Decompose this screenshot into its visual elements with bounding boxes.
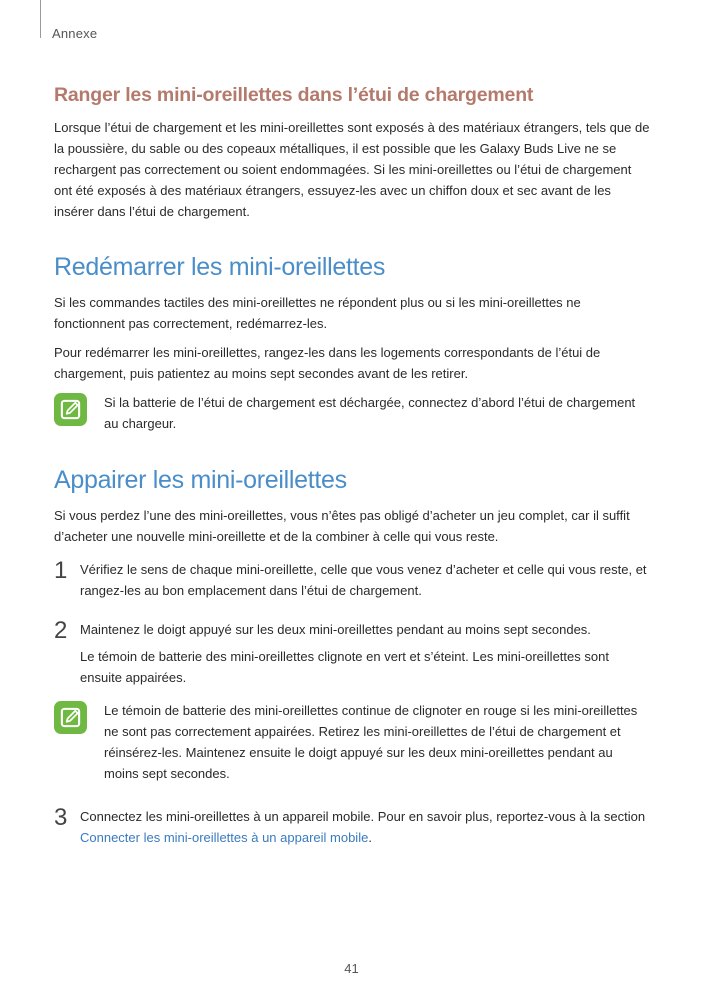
note-pencil-icon <box>54 393 87 426</box>
step-2 <box>54 619 650 694</box>
step-number: 1 <box>54 557 68 584</box>
step-1 <box>54 559 650 607</box>
restart-paragraph-1: Si les commandes tactiles des mini-oreillettes ne répondent plus ou si les mini-oreillettes ne fonctionnent pas correctement, redémarrez-les. <box>54 295 581 331</box>
step-text-after-link: . <box>368 830 372 845</box>
storage-paragraph: Lorsque l’étui de chargement et les mini-oreillettes sont exposés à des matériaux étrangers, tels que de la poussière, du sable ou des copeaux métalliques, il est possible que les Galaxy Buds Live ne se rechargent pas correctement ou soient endommagées. Si les mini-oreillettes ou l’étui de chargement ont été exposés à des matériaux étrangers, essuyez-les avec un chiffon doux et sec avant de les insérer dans l’étui de chargement. <box>54 120 650 219</box>
note-pencil-icon <box>54 701 87 734</box>
page-number: 41 <box>344 961 359 976</box>
restart-paragraph-2: Pour redémarrer les mini-oreillettes, rangez-les dans les logements correspondants de l’étui de chargement, puis patientez au moins sept secondes avant de les retirer. <box>54 345 601 381</box>
restart-heading: Redémarrer les mini-oreillettes <box>54 253 386 281</box>
step-text-before-link: Connectez les mini-oreillettes à un appareil mobile. Pour en savoir plus, reportez-vous à la section <box>80 809 646 824</box>
pair-note <box>54 700 650 784</box>
restart-note-text: Si la batterie de l’étui de chargement est déchargée, connectez d’abord l’étui de chargement au chargeur. <box>104 395 636 431</box>
step-subtext: Le témoin de batterie des mini-oreillettes clignote en vert et s’éteint. Les mini-oreillettes sont ensuite appairées. <box>80 649 609 685</box>
restart-note <box>54 392 650 434</box>
margin-rule <box>40 0 41 38</box>
step-number: 2 <box>54 617 68 644</box>
step-text: Vérifiez le sens de chaque mini-oreillette, celle que vous venez d’acheter et celle qui vous reste, et rangez-les au bon emplacement dans l’étui de chargement. <box>80 562 647 598</box>
step-number: 3 <box>54 804 68 831</box>
pair-note-text: Le témoin de batterie des mini-oreillettes continue de clignoter en rouge si les mini-oreillettes ne sont pas correctement appairées. Retirez les mini-oreillettes de l’étui de chargement et réinsérez-les. Maintenez ensuite le doigt appuyé sur les deux mini-oreillettes pendant au moins sept secondes. <box>104 703 638 781</box>
running-header: Annexe <box>52 26 98 41</box>
step-3 <box>54 806 650 854</box>
step-text: Maintenez le doigt appuyé sur les deux mini-oreillettes pendant au moins sept secondes. <box>80 622 591 637</box>
step-text <box>80 806 650 848</box>
pair-intro: Si vous perdez l’une des mini-oreillettes, vous n’êtes pas obligé d’acheter un jeu complet, car il suffit d’acheter une nouvelle mini-oreillette et de la combiner à celle qui vous reste. <box>54 508 630 544</box>
pair-heading: Appairer les mini-oreillettes <box>54 466 347 494</box>
connect-device-link[interactable]: Connecter les mini-oreillettes à un appareil mobile <box>80 830 369 845</box>
page-content <box>54 84 650 860</box>
storage-heading: Ranger les mini-oreillettes dans l’étui de chargement <box>54 84 534 106</box>
